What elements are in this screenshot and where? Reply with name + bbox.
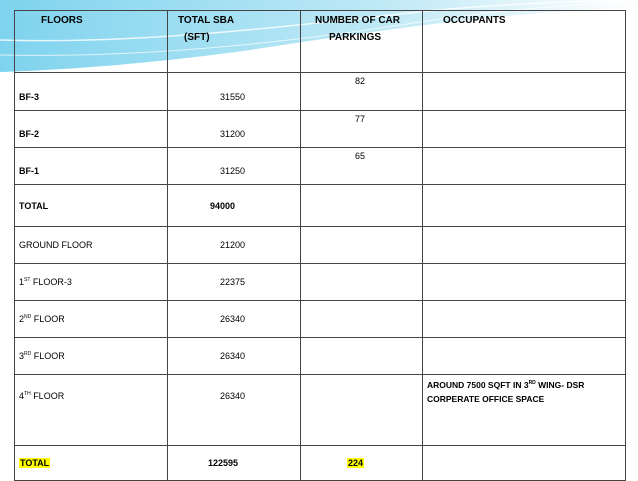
header-sba-line2: (SFT) bbox=[184, 32, 210, 43]
occupants-cell bbox=[423, 185, 626, 227]
floor-label: TOTAL bbox=[19, 200, 49, 211]
floor-label: BF-3 bbox=[19, 92, 39, 102]
sba-cell bbox=[168, 446, 301, 481]
parking-cell bbox=[301, 301, 423, 338]
grand-total-sba: 122595 bbox=[208, 458, 239, 468]
parking-cell: 82 bbox=[301, 73, 423, 111]
table-row bbox=[15, 338, 626, 375]
floor-cell bbox=[15, 264, 168, 301]
header-sba-line1: TOTAL SBA bbox=[178, 15, 235, 26]
sba-value: 26340 bbox=[220, 391, 246, 401]
sba-cell bbox=[168, 227, 301, 264]
floor-cell bbox=[15, 227, 168, 264]
header-occupants: OCCUPANTS bbox=[423, 11, 626, 73]
occupants-cell bbox=[423, 264, 626, 301]
floor-label: BF-2 bbox=[19, 129, 39, 139]
occupants-cell bbox=[423, 375, 626, 446]
parking-cell bbox=[301, 446, 423, 481]
occupants-cell bbox=[423, 227, 626, 264]
header-total-sba bbox=[168, 11, 301, 73]
sba-cell bbox=[168, 148, 301, 185]
sba-cell bbox=[168, 264, 301, 301]
header-parking-line1: NUMBER OF CAR bbox=[315, 15, 400, 26]
floor-label: 3RD FLOOR bbox=[19, 351, 65, 361]
sba-value: 21200 bbox=[220, 240, 246, 250]
sba-cell bbox=[168, 375, 301, 446]
floor-cell bbox=[15, 301, 168, 338]
table-header-row bbox=[15, 11, 626, 73]
grand-total-label: TOTAL bbox=[20, 458, 50, 468]
floor-label: 2ND FLOOR bbox=[19, 314, 65, 324]
header-car-parkings bbox=[301, 11, 423, 73]
header-floors: FLOORS bbox=[15, 11, 168, 73]
sba-cell bbox=[168, 111, 301, 148]
occupants-cell bbox=[423, 148, 626, 185]
sba-cell bbox=[168, 301, 301, 338]
floor-label: 1ST FLOOR-3 bbox=[19, 277, 72, 287]
parking-cell: 77 bbox=[301, 111, 423, 148]
parking-cell bbox=[301, 338, 423, 375]
occupants-cell bbox=[423, 446, 626, 481]
floor-cell bbox=[15, 446, 168, 481]
table-row bbox=[15, 73, 626, 111]
floor-label: BF-1 bbox=[19, 166, 39, 176]
floor-label: 4TH FLOOR bbox=[19, 391, 65, 401]
parking-cell bbox=[301, 227, 423, 264]
floor-cell bbox=[15, 148, 168, 185]
occupants-line2: CORPERATE OFFICE SPACE bbox=[427, 394, 545, 404]
table-row bbox=[15, 375, 626, 446]
sba-value: 22375 bbox=[220, 277, 246, 287]
floor-cell bbox=[15, 111, 168, 148]
occupants-cell bbox=[423, 73, 626, 111]
sba-cell bbox=[168, 185, 301, 227]
floor-area-table bbox=[14, 10, 626, 481]
table-row bbox=[15, 227, 626, 264]
table-row-grand-total bbox=[15, 446, 626, 481]
occupants-line1: AROUND 7500 SQFT IN 3RD WING- DSR bbox=[427, 380, 585, 390]
sba-value: 31250 bbox=[220, 166, 246, 176]
sba-value: 31200 bbox=[220, 129, 246, 139]
parking-cell bbox=[301, 264, 423, 301]
floor-cell bbox=[15, 73, 168, 111]
parking-cell bbox=[301, 185, 423, 227]
table-row bbox=[15, 185, 626, 227]
sba-cell bbox=[168, 73, 301, 111]
table-row bbox=[15, 301, 626, 338]
table-row bbox=[15, 264, 626, 301]
parking-cell bbox=[301, 375, 423, 446]
occupants-cell bbox=[423, 338, 626, 375]
sba-total-value: 94000 bbox=[210, 200, 236, 211]
occupants-cell bbox=[423, 301, 626, 338]
floor-cell bbox=[15, 185, 168, 227]
header-parking-line2: PARKINGS bbox=[329, 32, 382, 43]
sba-cell bbox=[168, 338, 301, 375]
sba-value: 31550 bbox=[220, 92, 246, 102]
sba-value: 26340 bbox=[220, 314, 246, 324]
occupants-cell bbox=[423, 111, 626, 148]
grand-total-parking: 224 bbox=[348, 458, 364, 468]
floor-label: GROUND FLOOR bbox=[19, 240, 93, 250]
table-row bbox=[15, 148, 626, 185]
floor-cell bbox=[15, 375, 168, 446]
floor-cell bbox=[15, 338, 168, 375]
sba-value: 26340 bbox=[220, 351, 246, 361]
parking-cell: 65 bbox=[301, 148, 423, 185]
table-row bbox=[15, 111, 626, 148]
